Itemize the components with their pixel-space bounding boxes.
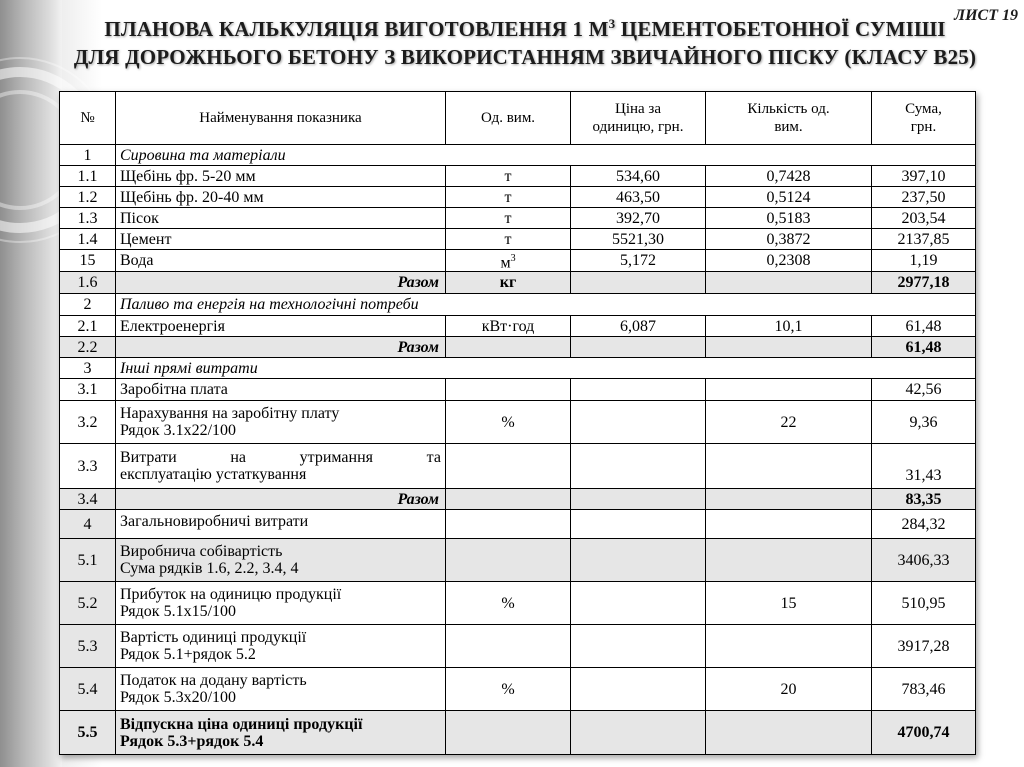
table-row: 3.3 Витрати на утримання та експлуатацію устаткування 31,43 bbox=[60, 444, 976, 489]
table-row: 1.4 Цемент т 5521,30 0,3872 2137,85 bbox=[60, 229, 976, 250]
unit-cubic-meter: $м^3$ bbox=[446, 250, 571, 272]
table-row: 2 Паливо та енергія на технологічні потреби bbox=[60, 294, 976, 316]
col-header-price: Ціна за одиницю, грн. bbox=[571, 92, 706, 145]
table-row: 5.2 Прибуток на одиницю продукції Рядок 5.1х15/100 % 15 510,95 bbox=[60, 582, 976, 625]
page-title bbox=[50, 10, 1000, 71]
table-row: 4 Загальновиробничі витрати 284,32 bbox=[60, 510, 976, 539]
sheet-number: ЛИСТ 19 bbox=[954, 7, 1018, 24]
col-header-num: № bbox=[60, 92, 116, 145]
title-line-2: ДЛЯ ДОРОЖНЬОГО БЕТОНУ З ВИКОРИСТАННЯМ ЗВИЧАЙНОГО ПІСКУ (КЛАСУ В25) bbox=[73, 45, 977, 69]
calculation-table bbox=[59, 91, 976, 755]
subtotal-row: 3.4 Разом 83,35 bbox=[60, 489, 976, 510]
final-price-row: 5.5 Відпускна ціна одиниці продукції Рядок 5.3+рядок 5.4 4700,74 bbox=[60, 711, 976, 755]
table-row: 1.1 Щебінь фр. 5-20 мм т 534,60 0,7428 397,10 bbox=[60, 166, 976, 187]
table-row: 3 Інші прямі витрати bbox=[60, 358, 976, 379]
subtotal-row: 2.2 Разом 61,48 bbox=[60, 337, 976, 358]
col-header-unit: Од. вим. bbox=[446, 92, 571, 145]
title-line-1: ПЛАНОВА КАЛЬКУЛЯЦІЯ ВИГОТОВЛЕННЯ 1 $М^3$ ЦЕМЕНТОБЕТОННОЇ СУМІШІ bbox=[104, 16, 946, 41]
table-row: 3.1 Заробітна плата 42,56 bbox=[60, 379, 976, 401]
table-row: 5.3 Вартість одиниці продукції Рядок 5.1+рядок 5.2 3917,28 bbox=[60, 625, 976, 668]
table-row: 5.1 Виробнича собівартість Сума рядків 1.6, 2.2, 3.4, 4 3406,33 bbox=[60, 539, 976, 582]
table-row: 5.4 Податок на додану вартість Рядок 5.3х20/100 % 20 783,46 bbox=[60, 668, 976, 711]
col-header-sum: Сума, грн. bbox=[872, 92, 976, 145]
table-row: 1.3 Пісок т 392,70 0,5183 203,54 bbox=[60, 208, 976, 229]
table-row: 2.1 Електроенергія кВт·год 6,087 10,1 61,48 bbox=[60, 316, 976, 337]
table-row: 3.2 Нарахування на заробітну плату Рядок 3.1х22/100 % 22 9,36 bbox=[60, 401, 976, 444]
table-row: 1.2 Щебінь фр. 20-40 мм т 463,50 0,5124 237,50 bbox=[60, 187, 976, 208]
col-header-name: Найменування показника bbox=[116, 92, 446, 145]
table-row: 15 Вода $м^3$ 5,172 0,2308 1,19 bbox=[60, 250, 976, 272]
table-row: 1 Сировина та матеріали bbox=[60, 145, 976, 166]
table-header-row bbox=[60, 92, 976, 145]
col-header-qty: Кількість од. вим. bbox=[706, 92, 872, 145]
subtotal-row: 1.6 Разом кг 2977,18 bbox=[60, 272, 976, 294]
